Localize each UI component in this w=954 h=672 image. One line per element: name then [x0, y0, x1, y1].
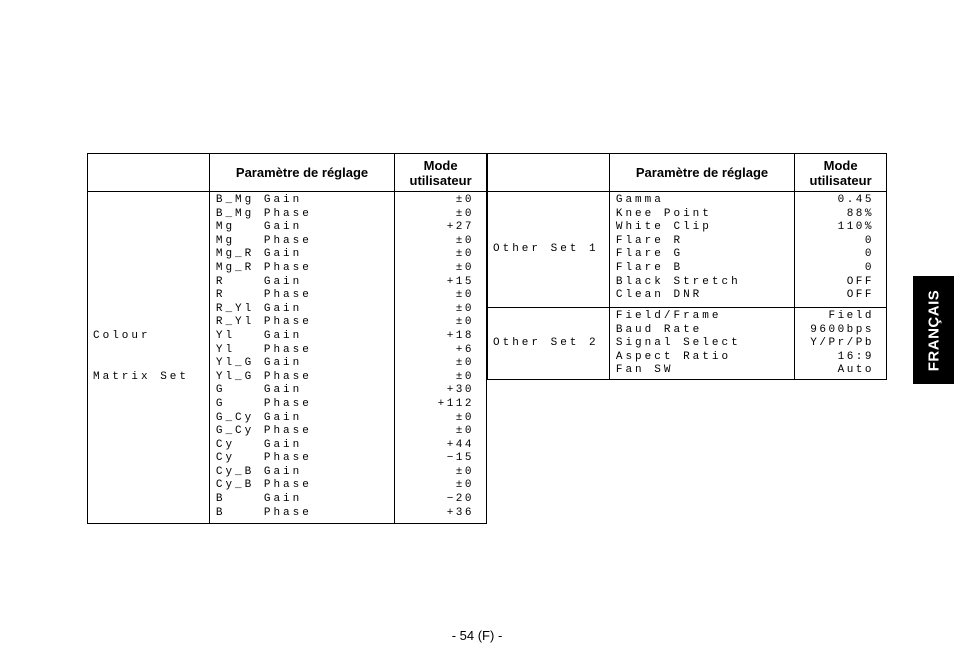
param-name: Cy_B Gain: [215, 465, 303, 478]
param-name: Signal Select: [615, 337, 741, 350]
param-value: ±0: [455, 248, 474, 261]
param-value: Y/Pr/Pb: [810, 337, 874, 350]
param-name: Yl_G Gain: [215, 357, 303, 370]
header-row: [88, 154, 487, 192]
param-value: Field: [828, 310, 874, 322]
param-value: 0: [864, 248, 874, 261]
param-name: Knee Point: [615, 207, 712, 220]
param-value: ±0: [455, 411, 474, 424]
param-name: Mg Phase: [215, 234, 312, 247]
param-value: 0: [864, 234, 874, 247]
param-name: Gamma: [615, 194, 664, 206]
param-name: Yl Phase: [215, 343, 312, 356]
param-name: G_Cy Phase: [215, 425, 312, 438]
param-name: R_Yl Gain: [215, 302, 303, 315]
header-mode-line2: utilisateur: [409, 172, 472, 188]
param-value: 0.45: [837, 194, 874, 206]
param-value: ±0: [455, 465, 474, 478]
table-row: [488, 192, 887, 308]
param-value: 110%: [837, 221, 874, 234]
param-value: +36: [446, 506, 474, 519]
param-name: Mg Gain: [215, 221, 303, 234]
header-mode: [395, 154, 487, 192]
param-list: [609, 308, 794, 380]
param-value: +18: [446, 329, 474, 342]
param-name: Cy Gain: [215, 438, 303, 451]
param-name: G Phase: [215, 397, 312, 410]
group-label-other-set-1: Other Set 1: [488, 192, 610, 308]
header-blank: [488, 154, 610, 192]
param-name: Flare G: [615, 248, 684, 261]
param-name: Mg_R Gain: [215, 248, 303, 261]
param-name: Fan SW: [615, 364, 674, 377]
param-list: [209, 192, 394, 524]
param-name: Yl_G Phase: [215, 370, 312, 383]
param-name: R Phase: [215, 289, 312, 302]
header-mode: [795, 154, 887, 192]
language-tab: [913, 276, 954, 384]
header-mode-line1: Mode: [823, 157, 858, 173]
param-name: White Clip: [615, 221, 712, 234]
param-value: ±0: [455, 425, 474, 438]
param-name: Cy_B Phase: [215, 479, 312, 492]
value-list: [795, 192, 887, 308]
param-name: R Gain: [215, 275, 303, 288]
param-name: Baud Rate: [615, 323, 703, 336]
param-value: 16:9: [837, 350, 874, 363]
header-mode-line1: Mode: [423, 157, 458, 173]
param-name: Clean DNR: [615, 289, 703, 302]
table-row: [488, 308, 887, 380]
param-value: 9600bps: [810, 323, 874, 336]
param-name: Yl Gain: [215, 329, 303, 342]
param-value: +6: [455, 343, 474, 356]
value-list: [395, 192, 487, 524]
header-mode-line2: utilisateur: [809, 172, 872, 188]
header-row: [488, 154, 887, 192]
param-name: Black Stretch: [615, 275, 741, 288]
param-name: R_Yl Phase: [215, 316, 312, 329]
param-value: ±0: [455, 302, 474, 315]
param-value: ±0: [455, 316, 474, 329]
param-value: ±0: [455, 207, 474, 220]
param-value: −15: [446, 452, 474, 465]
header-blank: [88, 154, 210, 192]
group-label-other-set-2: Other Set 2: [488, 308, 610, 380]
param-value: OFF: [846, 289, 874, 302]
param-value: OFF: [846, 275, 874, 288]
param-value: +30: [446, 384, 474, 397]
param-name: Field/Frame: [615, 310, 722, 322]
param-value: ±0: [455, 370, 474, 383]
param-value: ±0: [455, 234, 474, 247]
param-value: +27: [446, 221, 474, 234]
table-row: [88, 192, 487, 524]
param-name: Aspect Ratio: [615, 350, 732, 363]
page-number: - 54 (F) -: [451, 628, 503, 643]
param-name: G Gain: [215, 384, 303, 397]
param-name: B Phase: [215, 506, 312, 519]
value-list: [795, 308, 887, 380]
header-param: Paramètre de réglage: [609, 154, 794, 192]
param-name: Cy Phase: [215, 452, 312, 465]
param-value: +112: [437, 397, 474, 410]
group-label-colour-matrix: Colour Matrix Set: [88, 192, 210, 524]
language-tab-label: FRANÇAIS: [925, 289, 942, 371]
param-value: ±0: [455, 289, 474, 302]
header-param: Paramètre de réglage: [209, 154, 394, 192]
other-set-table: [487, 153, 887, 380]
param-value: ±0: [455, 261, 474, 274]
param-list: [609, 192, 794, 308]
param-value: +44: [446, 438, 474, 451]
param-value: Auto: [837, 364, 874, 377]
param-name: G_Cy Gain: [215, 411, 303, 424]
param-value: ±0: [455, 357, 474, 370]
param-name: B Gain: [215, 493, 303, 506]
param-value: +15: [446, 275, 474, 288]
colour-matrix-table: [87, 153, 487, 524]
param-name: Flare B: [615, 261, 684, 274]
param-name: B_Mg Phase: [215, 207, 312, 220]
param-value: 88%: [846, 207, 874, 220]
param-name: Flare R: [615, 234, 684, 247]
param-value: −20: [446, 493, 474, 506]
param-name: Mg_R Phase: [215, 261, 312, 274]
param-value: 0: [864, 261, 874, 274]
param-value: ±0: [455, 194, 474, 206]
param-name: B_Mg Gain: [215, 194, 303, 206]
param-value: ±0: [455, 479, 474, 492]
